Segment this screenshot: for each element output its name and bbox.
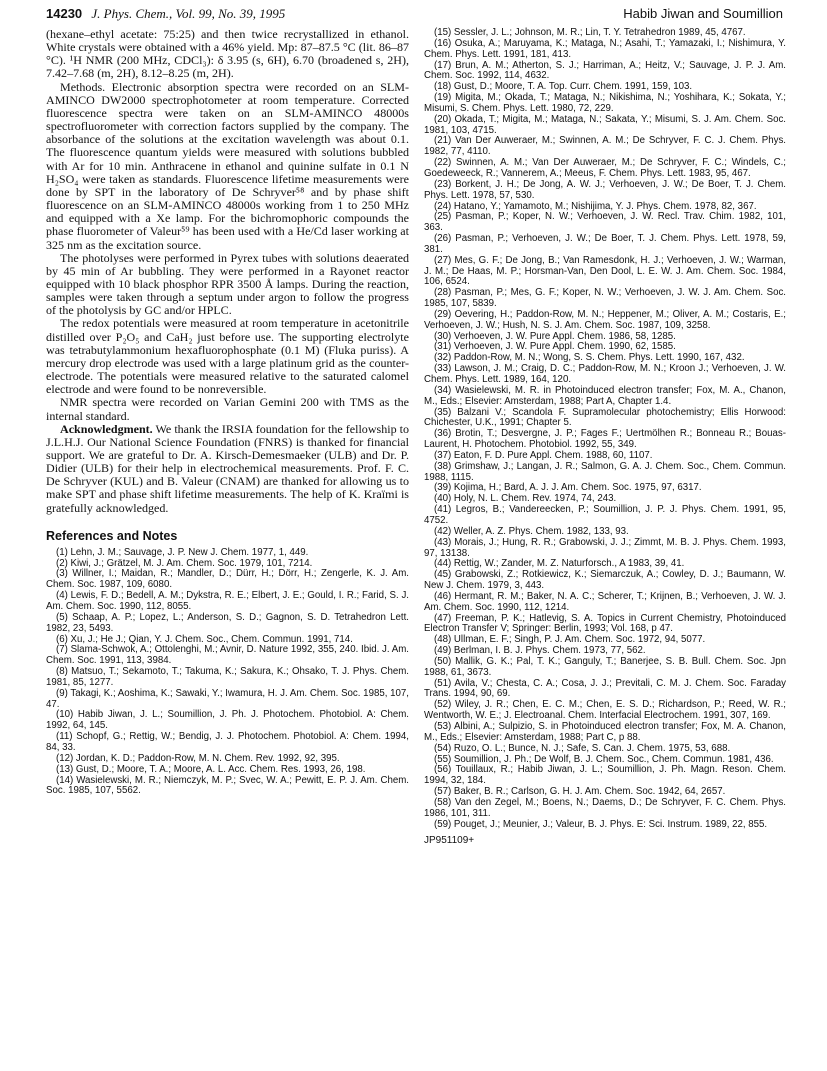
reference-item: (25) Pasman, P.; Koper, N. W.; Verhoeven, J. W. Recl. Trav. Chim. 1982, 101, 363. [424, 211, 786, 234]
nmr-paragraph: NMR spectra were recorded on Varian Gemini 200 with TMS as the internal standard. [46, 395, 409, 423]
reference-item: (28) Pasman, P.; Mes, G. F.; Koper, N. W.; Verhoeven, J. W. J. Am. Chem. Soc. 1985, 107, 5839. [424, 287, 786, 310]
reference-item: (26) Pasman, P.; Verhoeven, J. W.; De Boer, T. J. Chem. Phys. Lett. 1978, 59, 381. [424, 233, 786, 255]
acknowledgment-heading: Acknowledgment. [60, 421, 153, 436]
reference-item: (14) Wasielewski, M. R.; Niemczyk, M. P.; Svec, W. A.; Pewitt, E. P. J. Am. Chem. Soc. 1985, 107, 5562. [46, 774, 409, 797]
running-authors: Habib Jiwan and Soumillion [623, 6, 783, 21]
reference-item: (47) Freeman, P. K.; Hatlevig, S. A. Topics in Current Chemistry, Photoinduced Electron Transfer V; Springer: Berlin, 1993; Vol. 168, p 47. [424, 612, 786, 635]
reference-item: (30) Verhoeven, J. W. Pure Appl. Chem. 1986, 58, 1285. [434, 330, 676, 342]
reference-item: (32) Paddon-Row, M. N.; Wong, S. S. Chem. Phys. Lett. 1990, 167, 432. [434, 352, 745, 364]
manuscript-code: JP951109+ [424, 835, 475, 847]
reference-item: (11) Schopf, G.; Rettig, W.; Bendig, J. J. Photochem. Photobiol. A: Chem. 1994, 84, 33. [46, 731, 409, 753]
reference-item: (33) Lawson, J. M.; Craig, D. C.; Paddon-Row, M. N.; Kroon J.; Verhoeven, J. W. Chem. Phys. Lett. 1989, 164, 120. [424, 363, 786, 385]
reference-item: (5) Schaap, A. P.; Lopez, L.; Anderson, S. D.; Gagnon, S. D. Tetrahedron Lett. 1982, 23, 5493. [46, 611, 409, 634]
reference-item: (9) Takagi, K.; Aoshima, K.; Sawaki, Y.; Iwamura, H. J. Am. Chem. Soc. 1985, 107, 47. [46, 687, 409, 710]
reference-item: (23) Borkent, J. H.; De Jong, A. W. J.; Verhoeven, J. W.; De Boer, T. J. Chem. Phys. Lett. 1978, 57, 530. [424, 178, 786, 201]
reference-item: (45) Grabowski, Z.; Rotkiewicz, K.; Siemarczuk, A.; Cowley, D. J.; Baumann, W. New J. Chem. 1979, 3, 443. [424, 569, 786, 592]
reference-item: (44) Rettig, W.; Zander, M. Z. Naturforsch., A 1983, 39, 41. [434, 558, 685, 570]
reference-item: (43) Morais, J.; Hung, R. R.; Grabowski, J. J.; Zimmt, M. B. J. Phys. Chem. 1993, 97, 13138. [424, 536, 786, 559]
acknowledgment [46, 423, 409, 515]
reference-item: (42) Weller, A. Z. Phys. Chem. 1982, 133, 93. [434, 525, 629, 537]
references-list-right [424, 28, 786, 830]
reference-item: (16) Osuka, A.; Maruyama, K.; Mataga, N.; Asahi, T.; Yamazaki, I.; Nishimura, Y. Chem. Phys. Lett. 1991, 181, 413. [424, 37, 786, 60]
reference-item: (49) Berlman, I. B. J. Phys. Chem. 1973, 77, 562. [434, 645, 646, 657]
reference-item: (3) Willner, I.; Maidan, R.; Mandler, D.; Dürr, H.; Dörr, H.; Zengerle, K. J. Am. Chem. Soc. 1987, 109, 6080. [46, 568, 409, 591]
reference-item: (20) Okada, T.; Migita, M.; Mataga, N.; Sakata, Y.; Misumi, S. J. Am. Chem. Soc. 1981, 103, 4715. [424, 113, 786, 136]
reference-item: (7) Slama-Schwok, A.; Ottolenghi, M.; Avnir, D. Nature 1992, 355, 240. Ibid. J. Am. Chem. Soc. 1991, 113, 3984. [46, 644, 409, 667]
reference-item: (52) Wiley, J. R.; Chen, E. C. M.; Chen, E. S. D.; Richardson, P.; Reed, W. R.; Wentworth, W. E.; J. Electroanal. Chem. Interfacial Electrochem. 1991, 307, 169. [424, 699, 786, 722]
reference-item: (39) Kojima, H.; Bard, A. J. J. Am. Chem. Soc. 1975, 97, 6317. [434, 482, 702, 494]
reference-item: (35) Balzani V.; Scandola F. Supramolecular photochemistry; Ellis Horwood: Chichester, U.K., 1991; Chapter 5. [424, 406, 786, 429]
references-heading: References and Notes [46, 528, 178, 543]
reference-item: (21) Van Der Auweraer, M.; Swinnen, A. M.; De Schryver, F. C. J. Chem. Phys. 1982, 77, 4110. [424, 135, 786, 158]
reference-item: (2) Kiwi, J.; Grätzel, M. J. Am. Chem. Soc. 1979, 101, 7214. [56, 557, 313, 569]
reference-item: (4) Lewis, F. D.; Bedell, A. M.; Dykstra, R. E.; Elbert, J. E.; Gould, I. R.; Farid, S. J. Am. Chem. Soc. 1990, 112, 8055. [46, 590, 409, 612]
right-column [424, 28, 786, 846]
reference-item: (40) Holy, N. L. Chem. Rev. 1974, 74, 243. [434, 493, 617, 505]
reference-item: (51) Avila, V.; Chesta, C. A.; Cosa, J. J.; Previtali, C. M. J. Chem. Soc. Faraday Trans. 1994, 90, 69. [424, 677, 786, 700]
acknowledgment-text: We thank the IRSIA foundation for the fellowship to J.L.H.J. Our National Science Foundation (FNRS) is thanked for financial support. We are grateful to Dr. A. Kirsch-Demesmaeker (ULB) and Dr. P. Didier (ULB) for their help in electrochemical measurements. Prof. F. C. De Schryver (KUL) and B. Valeur (CNAM) are thanked for allowing us to make SPT and phase shift lifetime measurements. The help of K. Kraïmi is gratefully acknowledged. [46, 421, 410, 515]
reference-item: (57) Baker, B. R.; Carlson, G. H. J. Am. Chem. Soc. 1942, 64, 2657. [434, 786, 726, 798]
reference-item: (50) Mallik, G. K.; Pal, T. K.; Ganguly, T.; Banerjee, S. B. Bull. Chem. Soc. Jpn 1988, 61, 3673. [424, 655, 786, 678]
reference-item: (53) Albini, A.; Sulpizio, S. in Photoinduced electron transfer; Fox, M. A. Chanon, M., Eds.; Elsevier: Amsterdam, 1988; Part C, p 88. [424, 721, 786, 743]
reference-item: (48) Ullman, E. F.; Singh, P. J. Am. Chem. Soc. 1972, 94, 5077. [434, 634, 706, 646]
running-header [46, 6, 783, 26]
reference-item: (38) Grimshaw, J.; Langan, J. R.; Salmon, G. A. J. Chem. Soc., Chem. Commun. 1988, 1115. [424, 460, 786, 483]
reference-item: (22) Swinnen, A. M.; Van Der Auweraer, M.; De Schryver, F. C.; Windels, C.; Goedeweeck, R.; Vannerem, A.; Meeus, F. Chem. Phys. Lett. 1983, 95, 467. [424, 157, 786, 179]
reference-item: (27) Mes, G. F.; De Jong, B.; Van Ramesdonk, H. J.; Verhoeven, J. W.; Warman, J. M.; De Haas, M. P.; Horsman-Van, Den Dool, L. E. W. J. Am. Chem. Soc. 1984, 106, 6524. [424, 254, 786, 288]
photolysis-paragraph: The photolyses were performed in Pyrex tubes with solutions deaerated by 45 min of Ar bubbling. They were performed in a Rayonet reactor equipped with 10 black phosphor RPR 3500 Å lamps. During the reaction, samples were taken through a septum under argon to follow the progress of the photolysis by GC and/or HPLC. [46, 250, 409, 318]
left-column [46, 28, 409, 797]
reference-item: (59) Pouget, J.; Meunier, J.; Valeur, B. J. Phys. E: Sci. Instrum. 1989, 22, 855. [434, 818, 768, 830]
methods-paragraph: Methods. Electronic absorption spectra were recorded on an SLM-AMINCO DW2000 spectrophotometer at room temperature. Corrected fluorescence spectra were taken on an SLM-AMINCO 48000s spectrofluorometer with correction factors supplied by the company. The absorbance of the solutions at the excitation wavelength was about 0.1. The fluorescence quantum yields were measured with solutions bubbled with Ar for 10 min. Anthracene in ethanol and quinine sulfate in 0.1 N H₂SO₄ were taken as standards. Fluorescence lifetime measurements were done by SPT in the laboratory of De Schryver⁵⁸ and by phase shift fluorescence on an SLM-AMINCO 48000s working from 1 to 250 MHz and equipped with a Xe lamp. For the bichromophoric compounds the phase fluorometer of Valeur⁵⁹ has been used with a He/Cd laser working at 325 nm as the excitation source. [46, 79, 409, 252]
journal-citation: J. Phys. Chem., Vol. 99, No. 39, 1995 [91, 6, 286, 21]
reference-item: (29) Oevering, H.; Paddon-Row, M. N.; Heppener, M.; Oliver, A. M.; Costaris, E.; Verhoeven, J. W.; Hush, N. S. J. Am. Chem. Soc. 1987, 109, 3258. [424, 308, 786, 331]
reference-item: (18) Gust, D.; Moore, T. A. Top. Curr. Chem. 1991, 159, 103. [434, 81, 693, 93]
reference-item: (55) Soumillion, J. Ph.; De Wolf, B. J. Chem. Soc., Chem. Commun. 1981, 436. [434, 753, 774, 765]
reference-item: (19) Migita, M.; Okada, T.; Mataga, N.; Nikishima, N.; Yoshihara, K.; Sokata, Y.; Misumi, S. Chem. Phys. Lett. 1980, 72, 229. [424, 92, 786, 114]
reference-item: (10) Habib Jiwan, J. L.; Soumillion, J. Ph. J. Photochem. Photobiol. A: Chem. 1992, 64, 145. [46, 709, 409, 732]
reference-item: (8) Matsuo, T.; Sekamoto, T.; Takuma, K.; Sakura, K.; Ohsako, T. J. Phys. Chem. 1981, 85, 1277. [46, 666, 409, 688]
reference-item: (56) Touillaux, R.; Habib Jiwan, J. L.; Soumillion, J. Ph. Magn. Reson. Chem. 1994, 32, 184. [424, 764, 786, 787]
reference-item: (36) Brotin, T.; Desvergne, J. P.; Fages F.; Uertmölhen R.; Bonneau R.; Bouas-Laurent, H. Photochem. Photobiol. 1992, 55, 349. [424, 428, 786, 451]
reference-item: (41) Legros, B.; Vandereecken, P.; Soumillion, J. P. J. Phys. Chem. 1991, 95, 4752. [424, 504, 786, 526]
reference-item: (12) Jordan, K. D.; Paddon-Row, M. N. Chem. Rev. 1992, 92, 395. [56, 752, 340, 764]
references-list-left [46, 548, 409, 797]
page-number: 14230 [46, 6, 83, 21]
reference-item: (1) Lehn, J. M.; Sauvage, J. P. New J. Chem. 1977, 1, 449. [56, 546, 309, 558]
reference-item: (58) Van den Zegel, M.; Boens, N.; Daems, D.; De Schryver, F. C. Chem. Phys. 1986, 101, 311. [424, 796, 786, 819]
reference-item: (15) Sessler, J. L.; Johnson, M. R.; Lin, T. Y. Tetrahedron 1989, 45, 4767. [434, 27, 746, 38]
reference-item: (34) Wasielewski, M. R. in Photoinduced electron transfer; Fox, M. A., Chanon, M., Eds.; Elsevier: Amsterdam, 1988; Part A, Chapter 1.4. [424, 384, 786, 407]
reference-item: (31) Verhoeven, J. W. Pure Appl. Chem. 1990, 62, 1585. [434, 341, 676, 353]
reference-item: (13) Gust, D.; Moore, T. A.; Moore, A. L. Acc. Chem. Res. 1993, 26, 198. [56, 763, 366, 775]
reference-item: (17) Brun, A. M.; Atherton, S. J.; Harriman, A.; Heitz, V.; Sauvage, J. P. J. Am. Chem. Soc. 1992, 114, 4632. [424, 59, 786, 82]
reference-item: (24) Hatano, Y.; Yamamoto, M.; Nishijima, Y. J. Phys. Chem. 1978, 82, 367. [434, 200, 757, 212]
reference-item: (46) Hermant, R. M.; Baker, N. A. C.; Scherer, T.; Krijnen, B.; Verhoeven, J. W. J. Am. Chem. Soc. 1990, 112, 1214. [424, 590, 786, 613]
redox-paragraph: The redox potentials were measured at room temperature in acetonitrile distilled over P₂O₅ and CaH₂ just before use. The supporting electrolyte was tetrabutylammonium hexafluorophosphate (0.1 M) (Fluka puriss). A mercury drop electrode was used with a large platinum grid as the counter-electrode. The potentials were measured relative to the saturated calomel electrode and were found to be nonreversible. [46, 316, 409, 397]
body-paragraph: (hexane–ethyl acetate: 75:25) and then twice recrystallized in ethanol. White crystals were obtained with a 46% yield. Mp: 87–87.5 °C (lit. 86–87 °C). ¹H NMR (200 MHz, CDCl₃): δ 3.95 (s, 6H), 6.70 (broadened s, 2H), 7.42–7.68 (m, 2H), 8.12–8.25 (m, 2H). [46, 27, 409, 81]
reference-item: (37) Eaton, F. D. Pure Appl. Chem. 1988, 60, 1107. [434, 449, 653, 461]
reference-item: (54) Ruzo, O. L.; Bunce, N. J.; Safe, S. Can. J. Chem. 1975, 53, 688. [434, 742, 731, 754]
reference-item: (6) Xu, J.; He J.; Qian, Y. J. Chem. Soc., Chem. Commun. 1991, 714. [56, 633, 353, 645]
